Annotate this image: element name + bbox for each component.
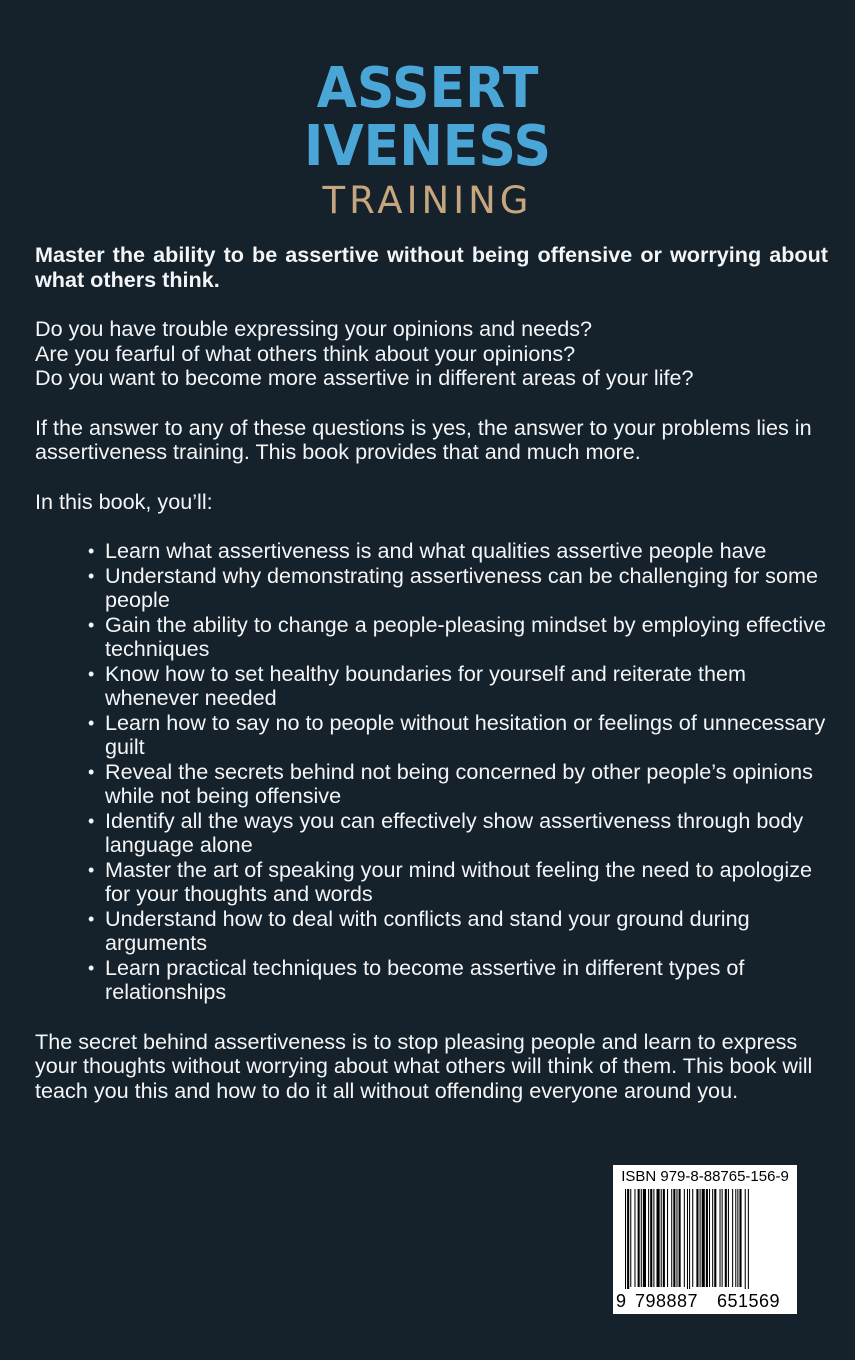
barcode-bar bbox=[702, 1189, 705, 1287]
list-item: • Learn practical techniques to become assertive in different types of relationships bbox=[105, 956, 828, 1005]
title-line-1: ASSERT bbox=[316, 56, 539, 121]
title-line-2: IVENESS bbox=[303, 114, 552, 179]
barcode-bar bbox=[692, 1189, 693, 1287]
barcode-bar bbox=[732, 1189, 733, 1287]
questions-paragraph bbox=[35, 317, 828, 391]
list-item: • Master the art of speaking your mind without feeling the need to apologize for your thoughts and words bbox=[105, 858, 828, 907]
barcode-bar bbox=[673, 1189, 675, 1287]
list-item: • Identify all the ways you can effectively show assertiveness through body language alone bbox=[105, 809, 828, 858]
barcode-bar bbox=[728, 1189, 729, 1287]
isbn-label: ISBN 979-8-88765-156-9 bbox=[621, 1168, 789, 1185]
barcode-bar bbox=[687, 1189, 688, 1289]
barcode-bar bbox=[725, 1189, 727, 1287]
list-item: • Reveal the secrets behind not being concerned by other people’s opinions while not being offensive bbox=[105, 760, 828, 809]
barcode-bar bbox=[643, 1189, 646, 1287]
barcode-bar bbox=[689, 1189, 690, 1289]
barcode-bar bbox=[634, 1189, 635, 1287]
barcode-bar bbox=[676, 1189, 677, 1287]
barcode-bar bbox=[737, 1189, 738, 1287]
barcode-digits bbox=[613, 1289, 797, 1311]
barcode-bar bbox=[748, 1189, 749, 1289]
barcode-bar bbox=[627, 1189, 629, 1289]
isbn-barcode bbox=[613, 1165, 797, 1314]
barcode-bar bbox=[657, 1189, 660, 1287]
barcode-bar bbox=[650, 1189, 652, 1287]
barcode-bar bbox=[722, 1189, 723, 1287]
barcode-bar bbox=[700, 1189, 701, 1287]
barcode-bar bbox=[739, 1189, 741, 1287]
barcode-bar bbox=[706, 1189, 708, 1287]
barcode-bar bbox=[684, 1189, 685, 1287]
barcode-bar bbox=[696, 1189, 698, 1287]
question-line: Are you fearful of what others think about your opinions? bbox=[35, 340, 576, 366]
list-item: • Know how to set healthy boundaries for yourself and reiterate them whenever needed bbox=[105, 662, 828, 711]
barcode-digit-group-2: 651569 bbox=[717, 1291, 781, 1311]
barcode-bar bbox=[641, 1189, 642, 1287]
list-item: • Gain the ability to change a people-pleasing mindset by employing effective techniques bbox=[105, 613, 828, 662]
barcode-bar bbox=[735, 1189, 736, 1287]
barcode-bar bbox=[714, 1189, 716, 1287]
list-item: • Learn what assertiveness is and what qualities assertive people have bbox=[105, 539, 828, 564]
barcode-bar bbox=[630, 1189, 631, 1287]
book-title bbox=[0, 56, 855, 224]
list-item: • Learn how to say no to people without hesitation or feelings of unnecessary guilt bbox=[105, 711, 828, 760]
barcode-bar bbox=[667, 1189, 668, 1287]
answer-paragraph: If the answer to any of these questions is yes, the answer to your problems lies in assertiveness training. This book provides that and much more. bbox=[35, 414, 812, 464]
barcode-bar bbox=[712, 1189, 713, 1287]
barcode-bar bbox=[661, 1189, 662, 1287]
barcode-digit-first: 9 bbox=[616, 1291, 627, 1311]
barcode-bars bbox=[625, 1189, 785, 1289]
barcode-bar bbox=[671, 1189, 672, 1287]
benefits-list bbox=[35, 539, 828, 1005]
barcode-bar bbox=[638, 1189, 640, 1287]
question-line: Do you want to become more assertive in different areas of your life? bbox=[35, 365, 694, 390]
question-line: Do you have trouble expressing your opinions and needs? bbox=[35, 316, 593, 341]
title-subtitle: TRAINING bbox=[322, 179, 533, 222]
barcode-bar bbox=[648, 1189, 649, 1287]
barcode-bar bbox=[720, 1189, 721, 1287]
list-intro: In this book, you’ll: bbox=[35, 488, 213, 514]
list-item: • Understand how to deal with conflicts and stand your ground during arguments bbox=[105, 907, 828, 956]
lead-paragraph: Master the ability to be assertive without being offensive or worrying about what others think. bbox=[35, 242, 828, 292]
barcode-bar bbox=[679, 1189, 681, 1287]
barcode-bar bbox=[709, 1189, 710, 1287]
list-item: • Understand why demonstrating assertiveness can be challenging for some people bbox=[105, 564, 828, 613]
barcode-digit-group-1: 798887 bbox=[635, 1291, 699, 1311]
closing-paragraph: The secret behind assertiveness is to stop pleasing people and learn to express your thoughts without worrying about what others will think of them. This book will teach you this and how to do it all without offending everyone around you. bbox=[35, 1028, 813, 1103]
barcode-bar bbox=[653, 1189, 654, 1287]
back-cover-blurb bbox=[35, 243, 828, 1128]
barcode-bar bbox=[625, 1189, 626, 1289]
barcode-bar bbox=[745, 1189, 746, 1289]
barcode-bar bbox=[663, 1189, 665, 1287]
